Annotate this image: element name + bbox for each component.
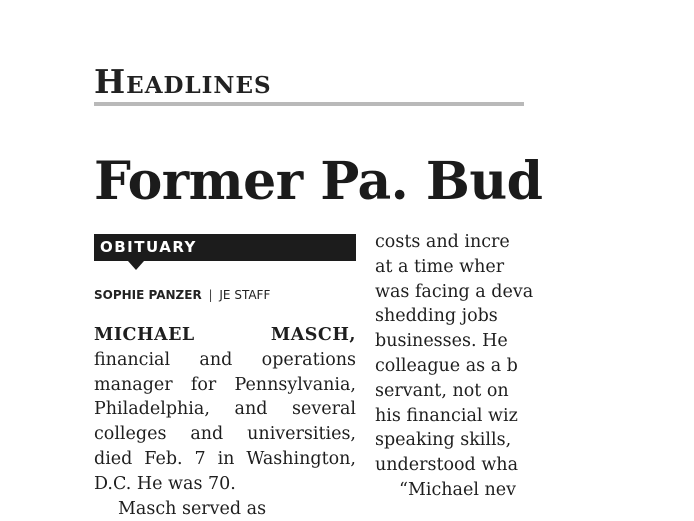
article-column-2 — [375, 230, 595, 503]
article-headline: Former Pa. Bud — [94, 151, 543, 212]
tag-pointer — [128, 261, 144, 270]
section-title: Headlines — [94, 62, 272, 101]
body-paragraph-1 — [94, 323, 356, 497]
lead-in: MICHAEL MASCH, — [94, 325, 356, 345]
byline — [94, 287, 356, 303]
text-line: understood wha — [375, 455, 518, 476]
tag-label: OBITUARY — [100, 238, 197, 256]
text-line: costs and incre — [375, 232, 510, 252]
byline-role: JE STAFF — [219, 288, 271, 302]
obituary-tag — [94, 234, 356, 261]
text-line: his financial wiz — [375, 405, 518, 426]
section-header — [94, 64, 524, 106]
byline-author: SOPHIE PANZER — [94, 288, 202, 302]
column-2-text — [375, 230, 595, 503]
text-line: servant, not on — [375, 380, 509, 401]
text-line: was facing a deva — [375, 281, 534, 302]
text-line: shedding jobs — [375, 306, 498, 327]
byline-separator: | — [208, 288, 213, 302]
text-line: businesses. He — [375, 331, 508, 352]
article-column-1 — [94, 234, 356, 521]
text-line: at a time wher — [375, 256, 505, 277]
body-paragraph-2: Masch served as — [118, 498, 267, 519]
text-line: colleague as a b — [375, 355, 518, 376]
text-line: speaking skills, — [375, 430, 512, 451]
paragraph-1-text: financial and operations manager for Pennsylvania, Philadelphia, and several colleges and universities, died Feb. 7 in Washington, D.C. He was 70. — [94, 349, 356, 494]
text-line: “Michael nev — [399, 479, 516, 500]
